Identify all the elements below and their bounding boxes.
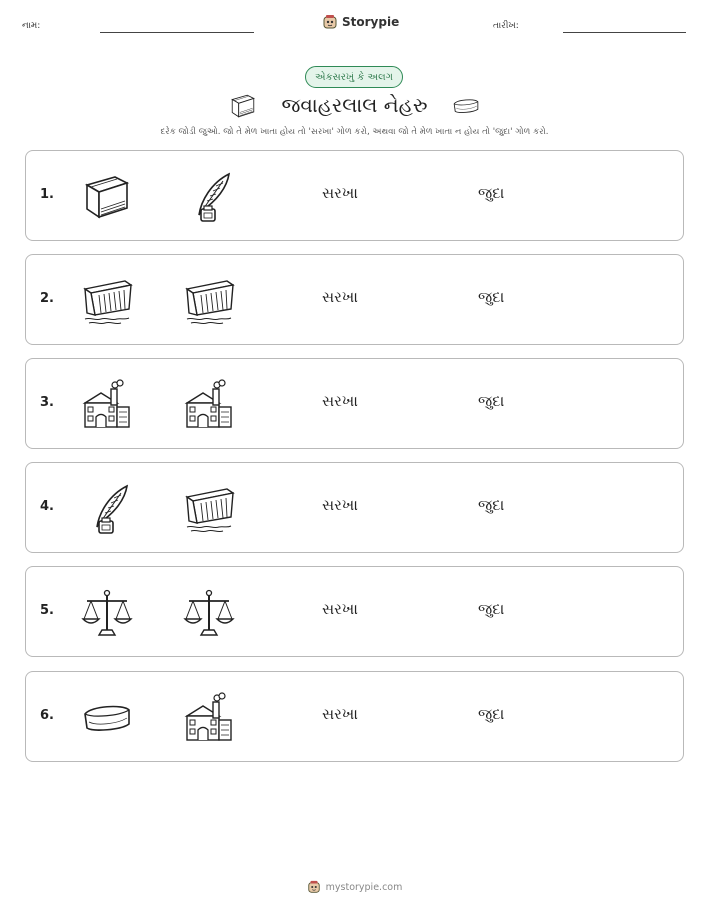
cap-icon	[81, 692, 133, 744]
same-option[interactable]: સરખા	[322, 392, 358, 410]
footer-url: mystorypie.com	[325, 881, 403, 893]
name-field[interactable]	[100, 32, 254, 33]
exercise-row	[25, 566, 684, 657]
quill-ink-icon	[183, 171, 235, 223]
activity-tag: એકસરખું કે અલગ	[305, 66, 403, 88]
different-option[interactable]: જુદા	[478, 288, 505, 306]
scales-icon	[81, 587, 133, 639]
row-number: 3.	[40, 395, 54, 410]
scales-icon	[183, 587, 235, 639]
date-field[interactable]	[563, 32, 686, 33]
exercise-row	[25, 254, 684, 345]
page-title: જવાહરલાલ નેહરુ	[281, 93, 428, 117]
book-icon	[81, 171, 133, 223]
row-number: 1.	[40, 187, 54, 202]
row-number: 4.	[40, 499, 54, 514]
exercise-row	[25, 358, 684, 449]
factory-icon	[183, 692, 235, 744]
exercise-row	[25, 671, 684, 762]
different-option[interactable]: જુદા	[478, 705, 505, 723]
title-row	[0, 90, 709, 122]
factory-icon	[81, 379, 133, 431]
row-number: 2.	[40, 291, 54, 306]
row-number: 5.	[40, 603, 54, 618]
quill-ink-icon	[81, 483, 133, 535]
same-option[interactable]: સરખા	[322, 600, 358, 618]
same-option[interactable]: સરખા	[322, 496, 358, 514]
dam-icon	[183, 483, 235, 535]
brand-logo	[322, 14, 399, 30]
footer	[0, 880, 709, 894]
exercise-row	[25, 150, 684, 241]
different-option[interactable]: જુદા	[478, 600, 505, 618]
page-header	[0, 12, 709, 42]
row-number: 6.	[40, 708, 54, 723]
name-label: નામ:	[22, 21, 41, 31]
storypie-logo-icon	[322, 14, 338, 30]
different-option[interactable]: જુદા	[478, 496, 505, 514]
same-option[interactable]: સરખા	[322, 288, 358, 306]
brand-name: Storypie	[342, 15, 400, 29]
cap-icon	[451, 92, 481, 120]
different-option[interactable]: જુદા	[478, 392, 505, 410]
dam-icon	[81, 275, 133, 327]
instructions: દરેક જોડી જુઓ. જો તે મેળ ખાતા હોય તો 'સરખા' ગોળ કરો, અથવા જો તે મેળ ખાતા ન હોય તો 'જુદા' ગોળ કરો.	[160, 127, 549, 137]
factory-icon	[183, 379, 235, 431]
storypie-logo-icon	[307, 880, 321, 894]
same-option[interactable]: સરખા	[322, 184, 358, 202]
same-option[interactable]: સરખા	[322, 705, 358, 723]
exercise-row	[25, 462, 684, 553]
dam-icon	[183, 275, 235, 327]
different-option[interactable]: જુદા	[478, 184, 505, 202]
date-label: તારીખ:	[493, 21, 519, 31]
